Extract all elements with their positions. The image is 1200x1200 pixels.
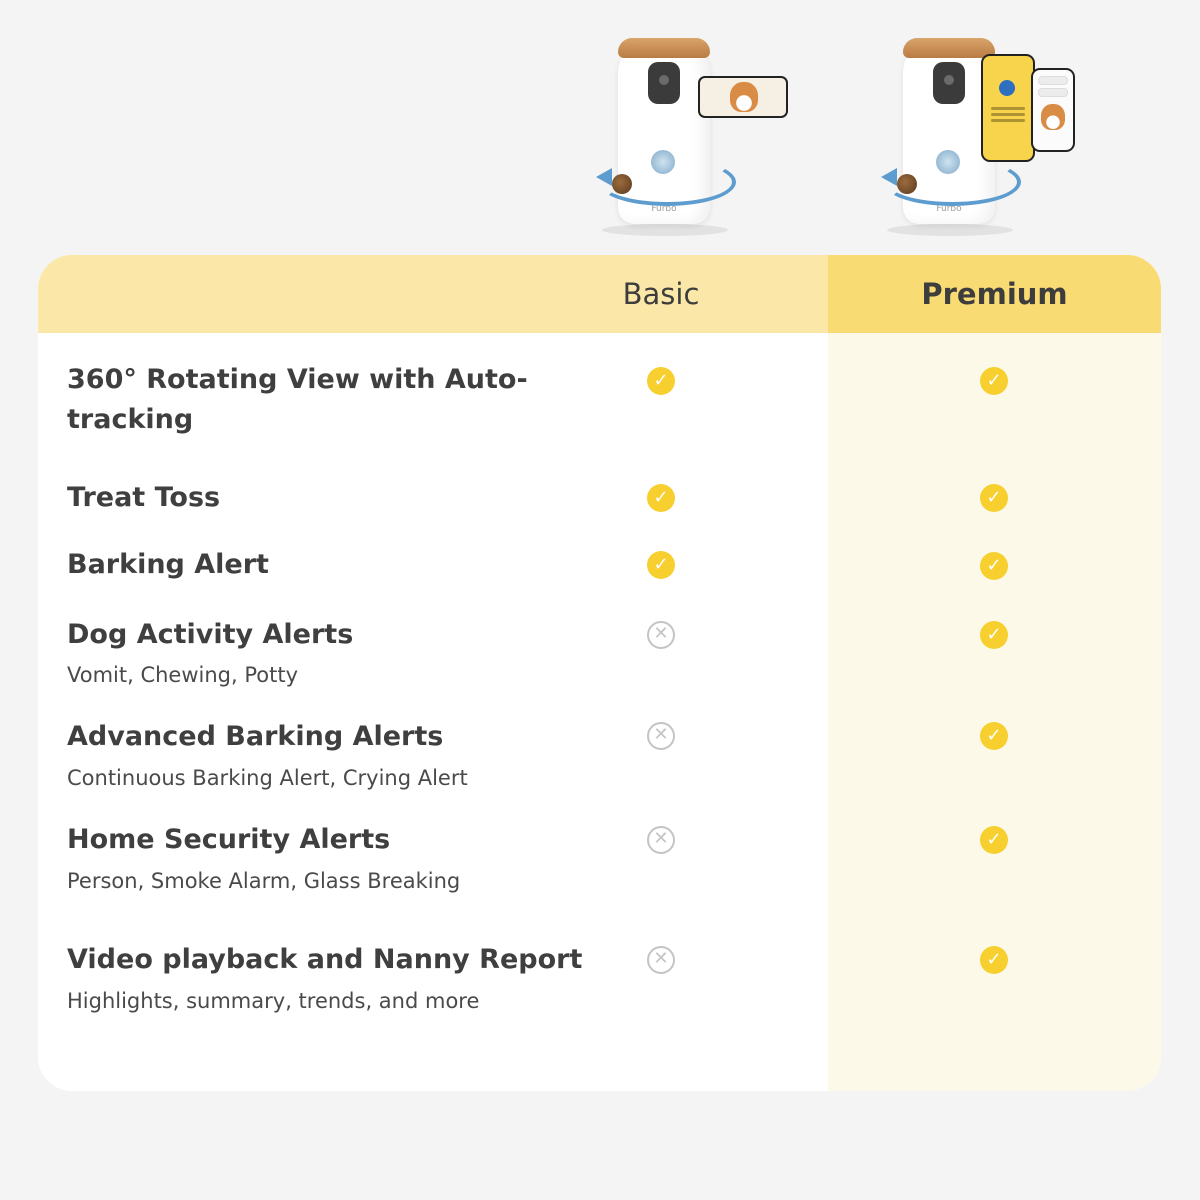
treat-icon bbox=[897, 174, 917, 194]
phone-text-lines bbox=[983, 104, 1033, 125]
check-icon: ✓ bbox=[980, 621, 1008, 649]
table-header bbox=[38, 255, 1161, 333]
product-shadow bbox=[887, 224, 1013, 236]
check-icon: ✓ bbox=[980, 367, 1008, 395]
column-header-basic: Basic bbox=[622, 277, 700, 311]
premium-product-image bbox=[875, 28, 1095, 228]
check-icon: ✓ bbox=[980, 946, 1008, 974]
check-icon: ✓ bbox=[980, 826, 1008, 854]
feature-title: Video playback and Nanny Report bbox=[67, 944, 583, 975]
column-header-premium: Premium bbox=[921, 277, 1068, 311]
feature-subtitle: Vomit, Chewing, Potty bbox=[67, 663, 299, 687]
brand-label: Furbo bbox=[651, 204, 677, 214]
alert-chip bbox=[1038, 88, 1068, 97]
corgi-image bbox=[730, 82, 758, 112]
check-icon: ✓ bbox=[980, 484, 1008, 512]
feature-title: Dog Activity Alerts bbox=[67, 619, 354, 650]
corgi-image bbox=[1041, 104, 1065, 130]
check-icon: ✓ bbox=[980, 722, 1008, 750]
feature-subtitle: Continuous Barking Alert, Crying Alert bbox=[67, 766, 468, 790]
check-icon: ✓ bbox=[647, 367, 675, 395]
wood-cap bbox=[903, 38, 995, 58]
rotation-arrow-icon bbox=[596, 168, 612, 186]
cross-icon: ✕ bbox=[647, 826, 675, 854]
feature-title: Advanced Barking Alerts bbox=[67, 721, 444, 752]
rotation-arrow-icon bbox=[881, 168, 897, 186]
subscription-phone-image bbox=[981, 54, 1035, 162]
check-icon: ✓ bbox=[647, 551, 675, 579]
wood-cap bbox=[618, 38, 710, 58]
basic-product-image bbox=[590, 28, 810, 228]
product-shadow bbox=[602, 224, 728, 236]
lock-icon bbox=[999, 80, 1015, 96]
cross-icon: ✕ bbox=[647, 621, 675, 649]
feature-title: Home Security Alerts bbox=[67, 824, 391, 855]
camera-lens-icon bbox=[933, 62, 965, 104]
alert-chip bbox=[1038, 76, 1068, 85]
comparison-table bbox=[38, 255, 1161, 1091]
camera-lens-icon bbox=[648, 62, 680, 104]
feature-subtitle: Person, Smoke Alarm, Glass Breaking bbox=[67, 869, 461, 893]
feature-title: Barking Alert bbox=[67, 549, 269, 580]
cross-icon: ✕ bbox=[647, 946, 675, 974]
cross-icon: ✕ bbox=[647, 722, 675, 750]
brand-label: Furbo bbox=[936, 204, 962, 214]
phone-landscape-image bbox=[698, 76, 788, 118]
treat-icon bbox=[612, 174, 632, 194]
feature-subtitle: Highlights, summary, trends, and more bbox=[67, 989, 480, 1013]
check-icon: ✓ bbox=[647, 484, 675, 512]
check-icon: ✓ bbox=[980, 552, 1008, 580]
feature-title: 360° Rotating View with Auto-tracking bbox=[67, 364, 528, 435]
alerts-phone-image bbox=[1031, 68, 1075, 152]
feature-title: Treat Toss bbox=[67, 482, 221, 513]
